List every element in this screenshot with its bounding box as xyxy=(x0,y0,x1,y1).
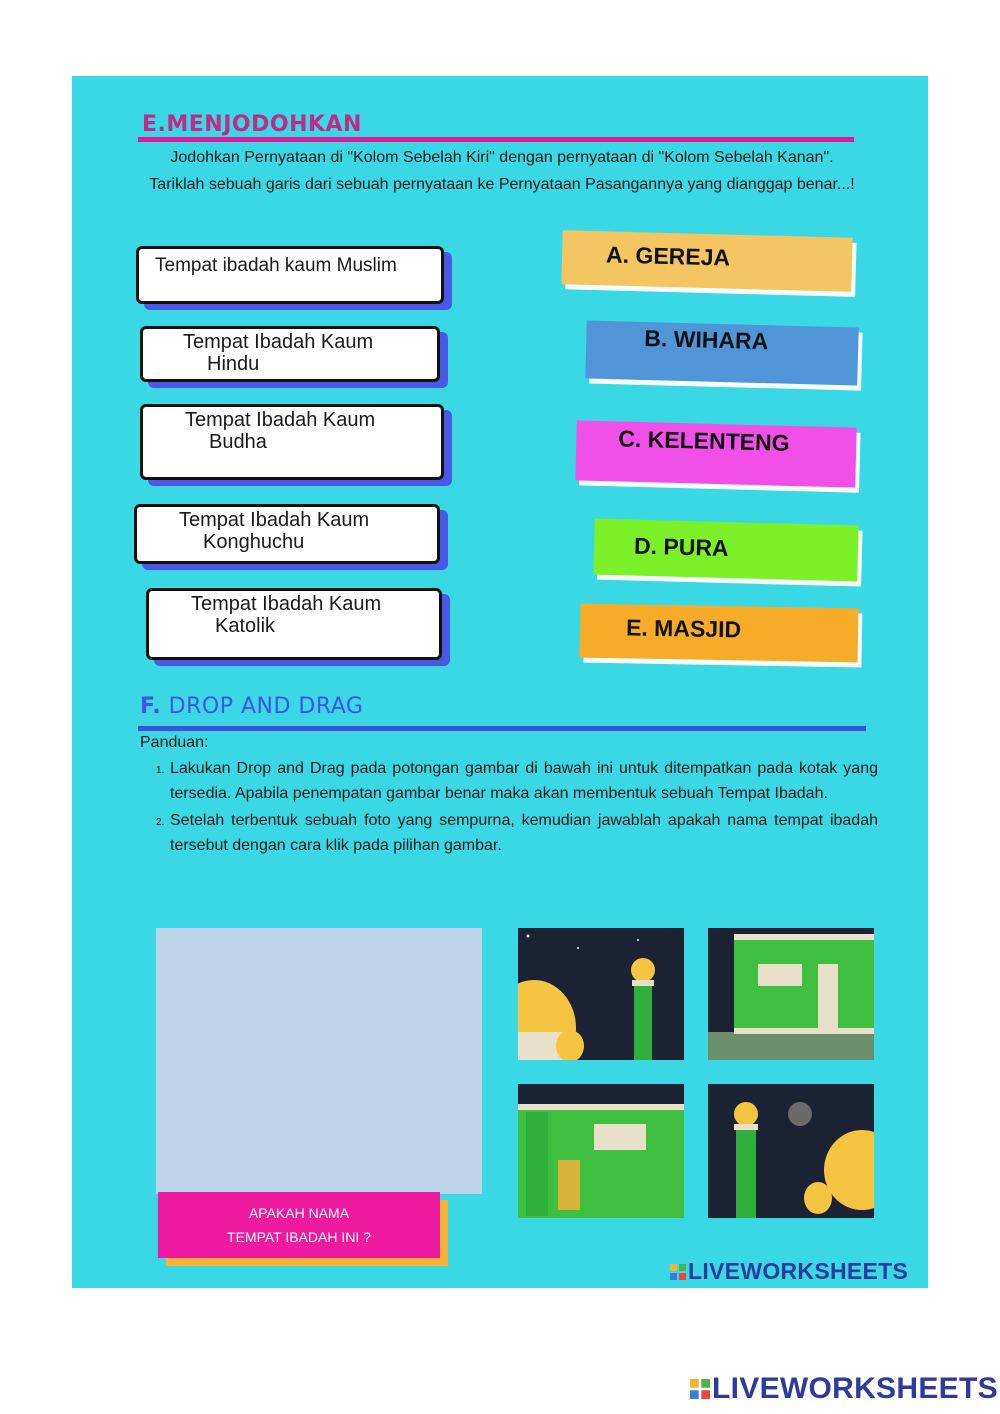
right-answer-e[interactable]: E. MASJID xyxy=(580,604,859,663)
mosque-piece-4[interactable] xyxy=(708,1084,874,1218)
section-f-letter: F. xyxy=(140,694,162,719)
mosque-piece-1[interactable] xyxy=(518,928,684,1060)
question-line-2: TEMPAT IBADAH INI ? xyxy=(227,1229,371,1245)
question-line-1: APAKAH NAMA xyxy=(248,1205,350,1221)
guide-step-1-text: Lakukan Drop and Drag pada potongan gambar di bawah ini untuk ditempatkan pada kotak yang tersedia. Apabila penempatan gambar benar maka akan membentuk sebuah Tempat Ibadah. xyxy=(170,760,878,802)
guide-steps xyxy=(156,756,878,860)
guide-step-1-number: 1. xyxy=(156,765,165,776)
left-statement-5-line1: Tempat Ibadah Kaum xyxy=(191,593,382,615)
question-button[interactable] xyxy=(158,1192,440,1258)
left-statement-2[interactable] xyxy=(140,326,440,382)
left-statement-2-line2: Hindu xyxy=(207,353,260,375)
liveworksheets-logo-icon xyxy=(670,1264,686,1280)
mosque-piece-2-image xyxy=(708,928,874,1060)
brand-name-inner: LIVEWORKSHEETS xyxy=(688,1258,909,1284)
brand-logo-footer[interactable] xyxy=(690,1372,998,1406)
mosque-piece-2[interactable] xyxy=(708,928,874,1060)
left-statement-4-line1: Tempat Ibadah Kaum xyxy=(179,509,370,531)
left-statement-4-line2: Konghuchu xyxy=(203,531,305,553)
left-statement-5-line2: Katolik xyxy=(215,615,276,637)
guide-step-1 xyxy=(156,756,878,806)
mosque-piece-3-image xyxy=(518,1084,684,1218)
left-statement-3[interactable] xyxy=(140,404,444,480)
section-f-title xyxy=(140,694,363,719)
liveworksheets-footer-icon xyxy=(690,1379,710,1399)
drop-zone[interactable] xyxy=(156,928,482,1194)
mosque-piece-1-image xyxy=(518,928,684,1060)
right-answer-a[interactable]: A. GEREJA xyxy=(561,230,852,292)
guide-step-2-text: Setelah terbentuk sebuah foto yang sempurna, kemudian jawablah apakah nama tempat ibadah tersebut dengan cara klik pada pilihan gambar. xyxy=(170,812,878,854)
worksheet-page xyxy=(72,76,928,1288)
mosque-piece-3[interactable] xyxy=(518,1084,684,1218)
section-e-title: E.MENJODOHKAN xyxy=(142,112,362,137)
left-statement-5[interactable] xyxy=(146,588,442,660)
section-e-instructions: Jodohkan Pernyataan di "Kolom Sebelah Kiri" dengan pernyataan di "Kolom Sebelah Kanan". Tariklah sebuah garis dari sebuah pernyataan ke Pernyataan Pasangannya yang dianggap benar...! xyxy=(149,149,855,193)
left-statement-3-line2: Budha xyxy=(209,431,267,453)
guide-step-2-number: 2. xyxy=(156,817,165,828)
guide-label: Panduan: xyxy=(140,734,209,751)
mosque-piece-4-image xyxy=(708,1084,874,1218)
left-statement-4[interactable] xyxy=(134,504,440,564)
right-answer-b[interactable]: B. WIHARA xyxy=(585,320,858,385)
left-statement-1[interactable] xyxy=(136,246,444,304)
brand-name-footer: LIVEWORKSHEETS xyxy=(712,1372,998,1405)
section-f-divider xyxy=(138,726,866,731)
left-statement-2-line1: Tempat Ibadah Kaum xyxy=(183,331,374,353)
right-answer-c[interactable]: C. KELENTENG xyxy=(575,420,856,487)
section-e-divider xyxy=(138,137,854,142)
left-statement-1-line1: Tempat ibadah kaum Muslim xyxy=(155,255,397,276)
guide-step-2 xyxy=(156,808,878,858)
section-f-heading: DROP AND DRAG xyxy=(168,694,364,719)
left-statement-3-line1: Tempat Ibadah Kaum xyxy=(185,409,376,431)
brand-logo-inner xyxy=(670,1258,908,1285)
right-answer-d[interactable]: D. PURA xyxy=(593,519,858,582)
